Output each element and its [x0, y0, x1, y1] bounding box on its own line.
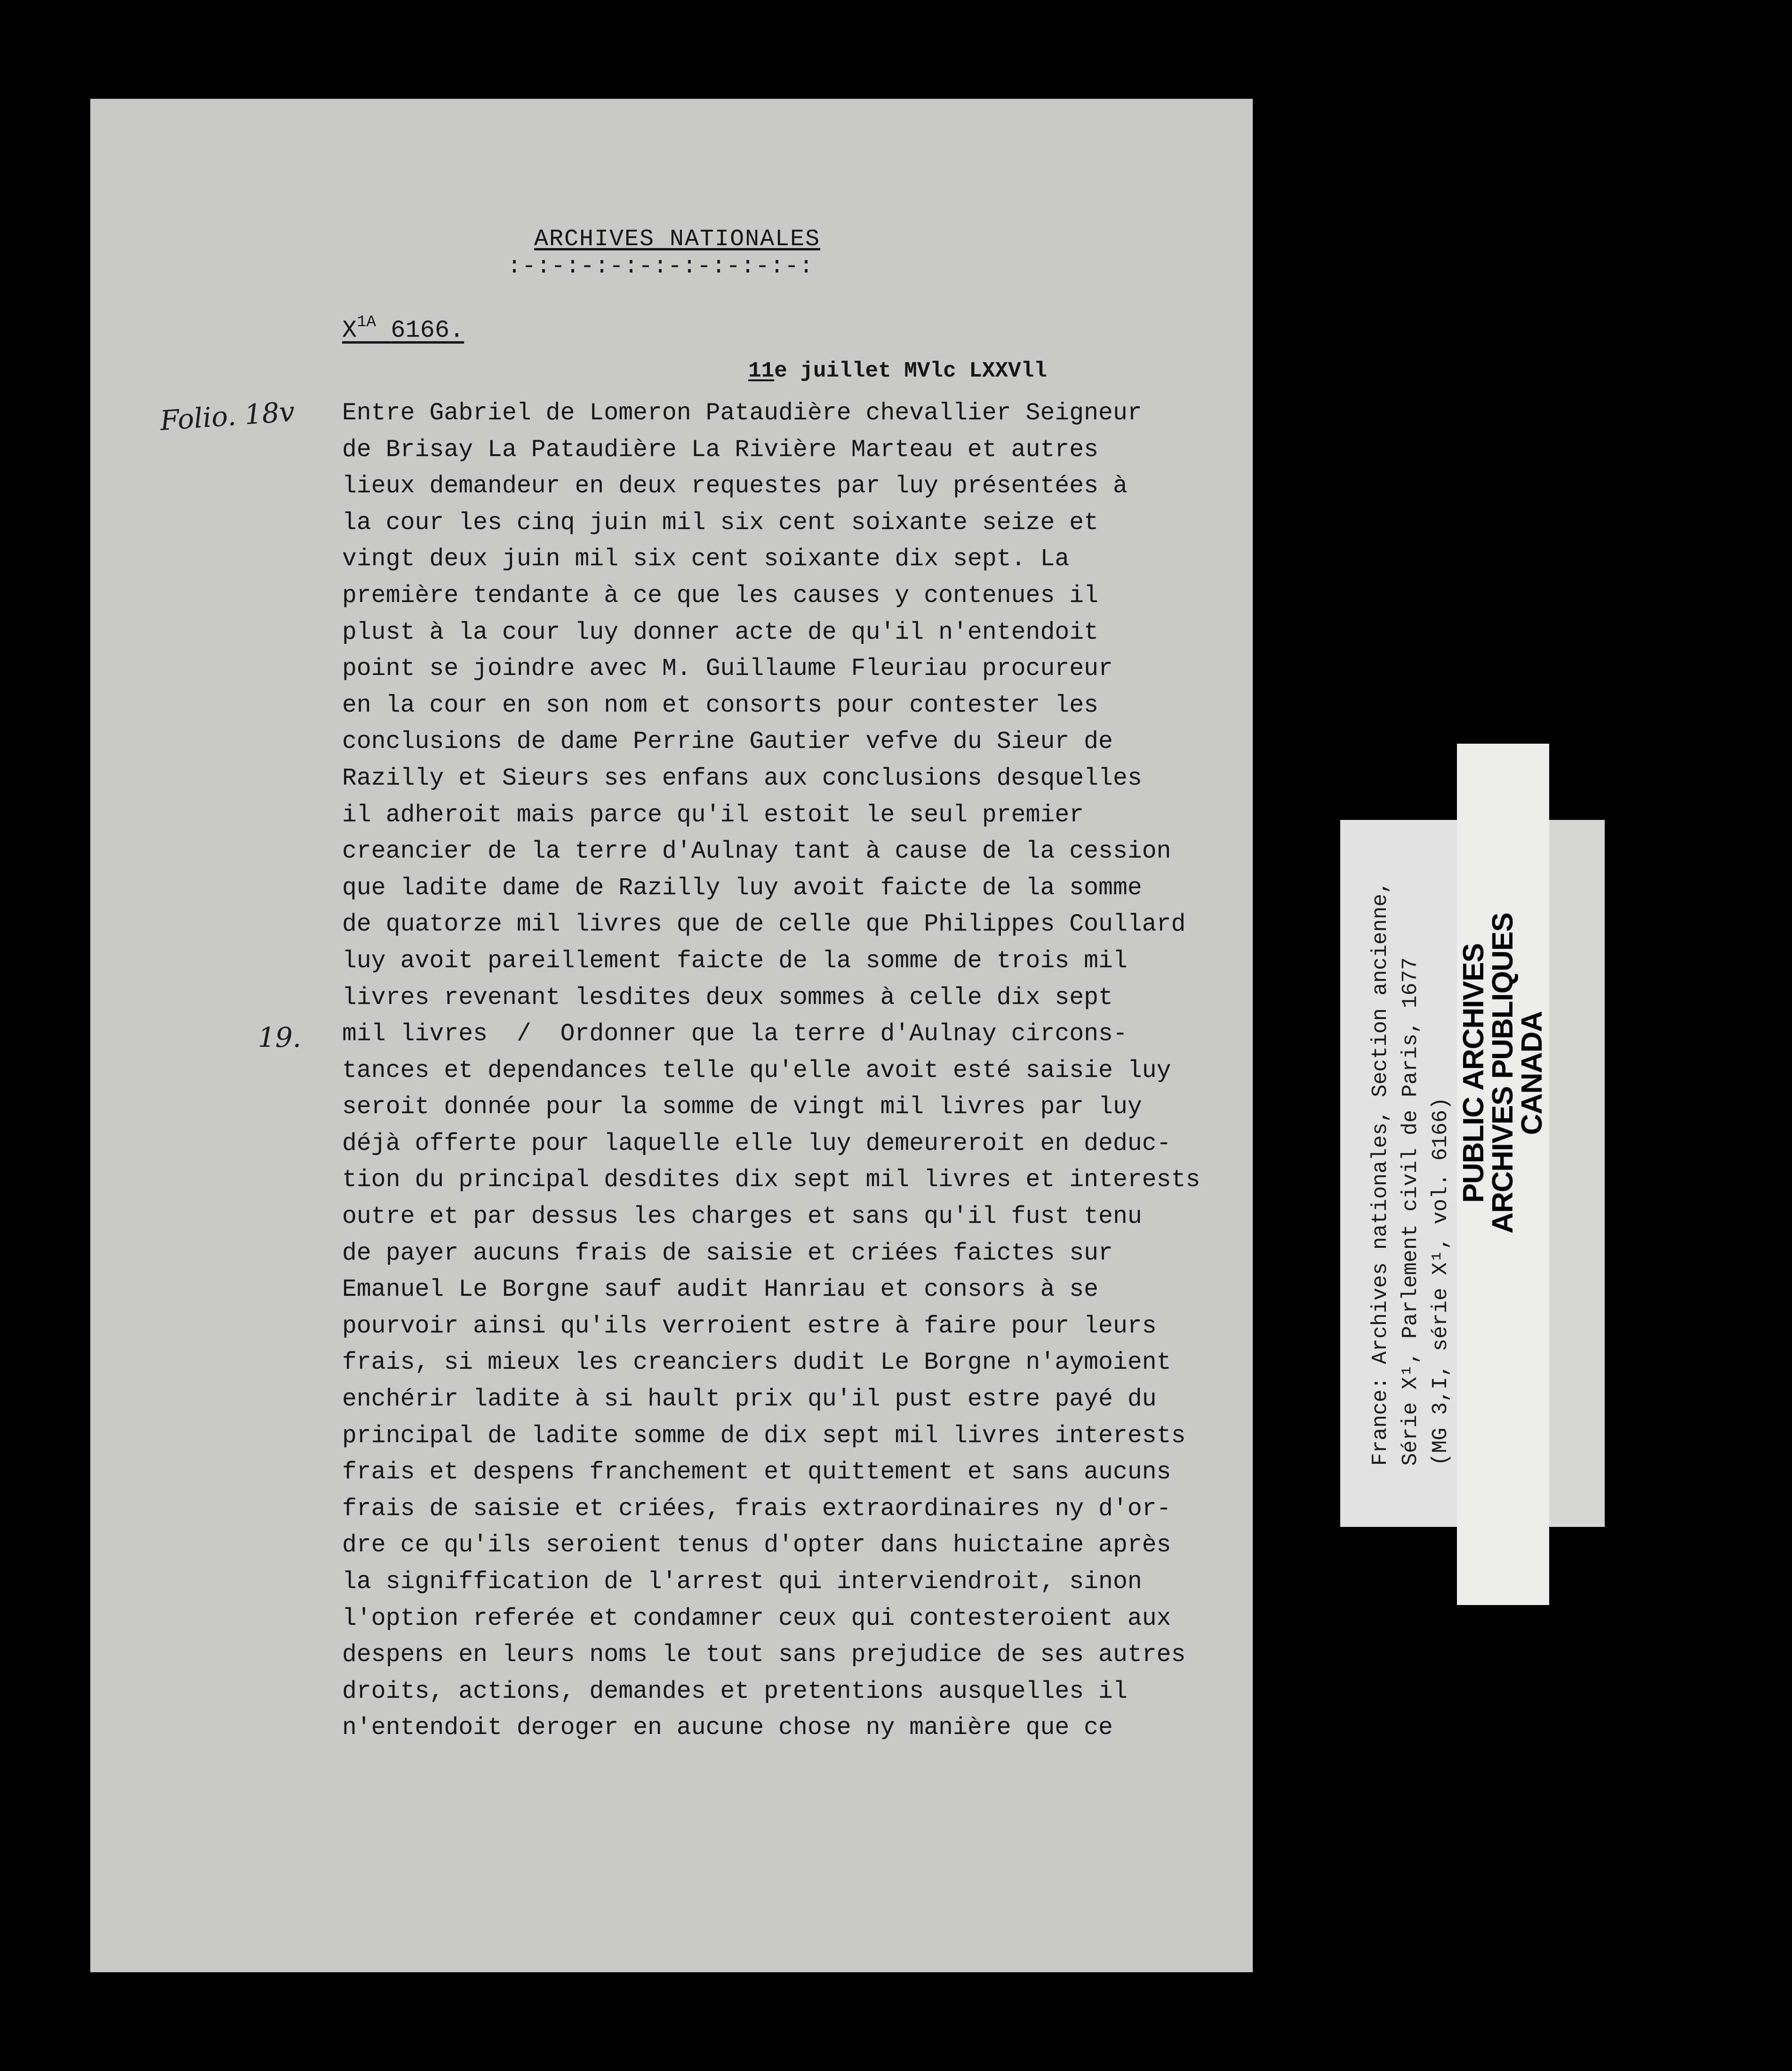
body-line: dre ce qu'ils seroient tenus d'opter dans huictaine après	[342, 1532, 1171, 1559]
stamp-line: ARCHIVES PUBLIQUES	[1487, 913, 1519, 1234]
body-line: de quatorze mil livres que de celle que Philippes Coullard	[342, 911, 1186, 939]
body-line: plust à la cour luy donner acte de qu'il n'entendoit	[342, 618, 1099, 646]
body-line: Emanuel Le Borgne sauf audit Hanriau et consors à se	[342, 1276, 1099, 1304]
body-line: tion du principal desdites dix sept mil livres et interests	[342, 1166, 1200, 1194]
public-archives-stamp	[1459, 913, 1547, 1233]
body-line: l'option referée et condamner ceux qui contesteroient aux	[342, 1605, 1171, 1632]
handwritten-folio-note: Folio. 18v	[159, 395, 296, 437]
catalog-line: (MG 3,I, série X¹, vol. 6166)	[1429, 1097, 1453, 1466]
body-line: déjà offerte pour laquelle elle luy demeureroit en deduc-	[342, 1130, 1171, 1157]
body-line: Entre Gabriel de Lomeron Pataudière chevallier Seigneur	[342, 400, 1142, 427]
archive-title: ARCHIVES NATIONALES	[534, 226, 821, 253]
body-line: en la cour en son nom et consorts pour contester les	[342, 691, 1099, 719]
reference-number: 6166.	[391, 316, 464, 345]
body-line: droits, actions, demandes et pretentions ausquelles il	[342, 1678, 1128, 1705]
body-line: tances et dependances telle qu'elle avoit esté saisie luy	[342, 1057, 1171, 1084]
public-archives-stamp-strip	[1457, 744, 1549, 1605]
body-line: principal de ladite somme de dix sept mil livres interests	[342, 1422, 1186, 1450]
body-line: point se joindre avec M. Guillaume Fleuriau procureur	[342, 655, 1113, 683]
title-separator: :-:-:-:-:-:-:-:-:-:-:	[507, 253, 814, 280]
body-line: il adheroit mais parce qu'il estoit le seul premier	[342, 801, 1084, 829]
body-line: frais et despens franchement et quittement et sans aucuns	[342, 1459, 1171, 1486]
body-line: première tendante à ce que les causes y contenues il	[342, 582, 1099, 610]
stamp-line: PUBLIC ARCHIVES	[1457, 943, 1490, 1203]
date-rest: e juillet MVlc LXXVll	[774, 359, 1047, 383]
stamp-line: CANADA	[1516, 1011, 1548, 1135]
body-line: n'entendoit deroger en aucune chose ny manière que ce	[342, 1714, 1113, 1742]
label-strip-shadow	[1549, 820, 1605, 1527]
body-line: frais, si mieux les creanciers dudit Le Borgne n'aymoient	[342, 1349, 1171, 1377]
reference-superscript: 1A	[357, 313, 376, 331]
body-line: frais de saisie et criées, frais extraordinaires ny d'or-	[342, 1495, 1171, 1523]
body-line: luy avoit pareillement faicte de la somme de trois mil	[342, 947, 1128, 975]
catalog-line: Série X¹, Parlement civil de Paris, 1677	[1399, 957, 1423, 1466]
body-line: que ladite dame de Razilly luy avoit faicte de la somme	[342, 874, 1142, 902]
body-line: conclusions de dame Perrine Gautier vefve du Sieur de	[342, 728, 1113, 756]
transcription-body	[342, 395, 1200, 1747]
body-line: enchérir ladite à si hault prix qu'il pust estre payé du	[342, 1386, 1157, 1413]
catalog-line: France: Archives nationales, Section ancienne,	[1368, 881, 1392, 1466]
body-line: de Brisay La Pataudière La Rivière Marteau et autres	[342, 436, 1099, 464]
body-line: despens en leurs noms le tout sans prejudice de ses autres	[342, 1641, 1186, 1669]
body-line: mil livres / Ordonner que la terre d'Aulnay circons-	[342, 1020, 1128, 1048]
body-line: pourvoir ainsi qu'ils verroient estre à faire pour leurs	[342, 1312, 1157, 1340]
body-line: seroit donnée pour la somme de vingt mil livres par luy	[342, 1093, 1142, 1121]
body-line: lieux demandeur en deux requestes par luy présentées à	[342, 473, 1128, 500]
body-line: creancier de la terre d'Aulnay tant à cause de la cession	[342, 838, 1171, 866]
reference-prefix: X	[342, 316, 357, 345]
body-line: Razilly et Sieurs ses enfans aux conclusions desquelles	[342, 764, 1142, 792]
body-line: de payer aucuns frais de saisie et criées faictes sur	[342, 1239, 1113, 1267]
document-date	[748, 359, 1047, 383]
document-reference	[342, 315, 464, 344]
catalog-label-text	[1366, 881, 1456, 1466]
date-day: 11	[748, 359, 775, 383]
handwritten-folio-19-note: 19.	[258, 1021, 302, 1053]
body-line: vingt deux juin mil six cent soixante dix sept. La	[342, 546, 1070, 573]
body-line: livres revenant lesdites deux sommes à celle dix sept	[342, 984, 1113, 1011]
body-line: la cour les cinq juin mil six cent soixante seize et	[342, 509, 1099, 537]
body-line: outre et par dessus les charges et sans qu'il fust tenu	[342, 1203, 1142, 1231]
body-line: la signiffication de l'arrest qui interviendroit, sinon	[342, 1568, 1142, 1596]
